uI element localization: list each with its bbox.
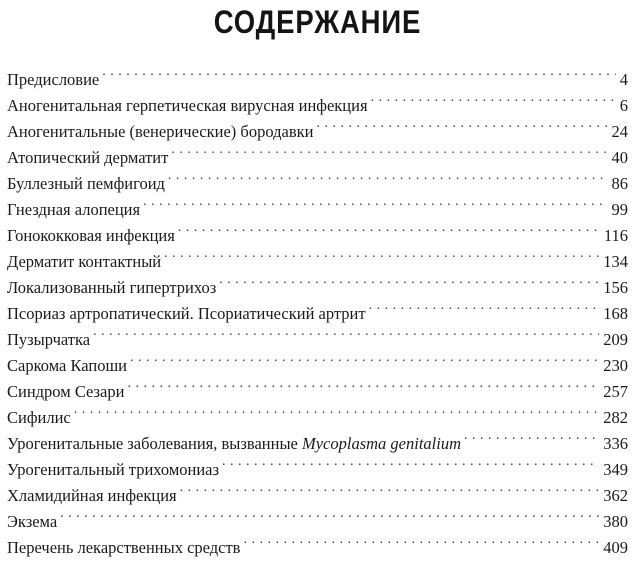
toc-entry-page: 230 xyxy=(603,356,628,375)
toc-entry-title: Локализованный гипертрихоз xyxy=(7,278,217,297)
toc-entry-title: Предисловие xyxy=(7,70,100,89)
toc-entry-page: 209 xyxy=(603,330,628,349)
toc-entry-page: 4 xyxy=(619,70,628,89)
toc-entry-page: 349 xyxy=(603,460,628,479)
toc-entry xyxy=(7,423,628,453)
toc-entry-page: 134 xyxy=(603,252,628,271)
toc-leader-dots xyxy=(74,397,600,423)
toc-entry-page: 156 xyxy=(603,278,628,297)
toc-entry-title: Сифилис xyxy=(7,408,71,427)
toc-entry-title: Дерматит контактный xyxy=(7,252,162,271)
toc-leader-dots xyxy=(164,241,599,267)
toc-entry-title: Перечень лекарственных средств xyxy=(7,538,241,557)
toc-entry-title: Гнездная алопеция xyxy=(7,200,141,219)
toc-entry-title-text: Урогенитальные заболевания, вызванные xyxy=(7,434,302,453)
toc-entry-page: 6 xyxy=(619,96,628,115)
toc-entry-title: Атопический дерматит xyxy=(7,148,169,167)
toc-entry-page: 380 xyxy=(603,512,628,531)
toc-entry-title: Аногенитальная герпетическая вирусная инфекция xyxy=(7,96,368,115)
toc-entry-page: 40 xyxy=(611,148,628,167)
toc-entry-title: Хламидийная инфекция xyxy=(7,486,177,505)
toc-entry-page: 116 xyxy=(603,226,628,245)
table-of-contents xyxy=(7,59,628,557)
toc-leader-dots xyxy=(464,423,599,449)
toc-entry-page: 409 xyxy=(603,538,628,557)
toc-entry xyxy=(7,345,628,375)
toc-leader-dots xyxy=(243,527,599,553)
toc-leader-dots xyxy=(60,501,599,527)
toc-leader-dots xyxy=(130,345,599,371)
toc-entry-page: 86 xyxy=(611,174,628,193)
toc-entry-page: 168 xyxy=(603,304,628,323)
toc-entry xyxy=(7,397,628,427)
toc-leader-dots xyxy=(219,267,599,293)
toc-leader-dots xyxy=(222,449,599,475)
toc-leader-dots xyxy=(93,319,599,345)
toc-entry-title-italic: Mycoplasma genitalium xyxy=(301,434,461,453)
toc-leader-dots xyxy=(180,475,600,501)
toc-entry-page: 257 xyxy=(603,382,628,401)
toc-leader-dots xyxy=(171,137,607,163)
toc-entry xyxy=(7,319,628,349)
toc-entry xyxy=(7,501,628,531)
page-title: СОДЕРЖАНИЕ xyxy=(213,4,422,40)
toc-entry-title: Псориаз артропатический. Псориатический артрит xyxy=(7,304,366,323)
toc-entry-title: Синдром Сезари xyxy=(7,382,125,401)
toc-entry-page: 362 xyxy=(603,486,628,505)
toc-entry-page: 282 xyxy=(603,408,628,427)
toc-entry-page: 336 xyxy=(603,434,628,453)
toc-entry-title: Буллезный пемфигоид xyxy=(7,174,165,193)
toc-entry-page: 24 xyxy=(611,122,628,141)
toc-entry-title: Аногенитальные (венерические) бородавки xyxy=(7,122,314,141)
toc-entry-title: Гонококковая инфекция xyxy=(7,226,175,245)
toc-entry xyxy=(7,59,628,89)
toc-entry-page: 99 xyxy=(611,200,628,219)
toc-entry-title: Саркома Капоши xyxy=(7,356,127,375)
toc-leader-dots xyxy=(168,163,608,189)
toc-leader-dots xyxy=(127,371,599,397)
toc-leader-dots xyxy=(178,215,600,241)
toc-entry-title: Экзема xyxy=(7,512,58,531)
toc-leader-dots xyxy=(316,111,607,137)
toc-leader-dots xyxy=(369,293,600,319)
toc-entry-title: Пузырчатка xyxy=(7,330,91,349)
toc-entry-title: Урогенитальный трихомониаз xyxy=(7,460,220,479)
toc-leader-dots xyxy=(102,59,616,85)
toc-leader-dots xyxy=(371,85,616,111)
toc-leader-dots xyxy=(143,189,607,215)
toc-entry xyxy=(7,527,628,557)
